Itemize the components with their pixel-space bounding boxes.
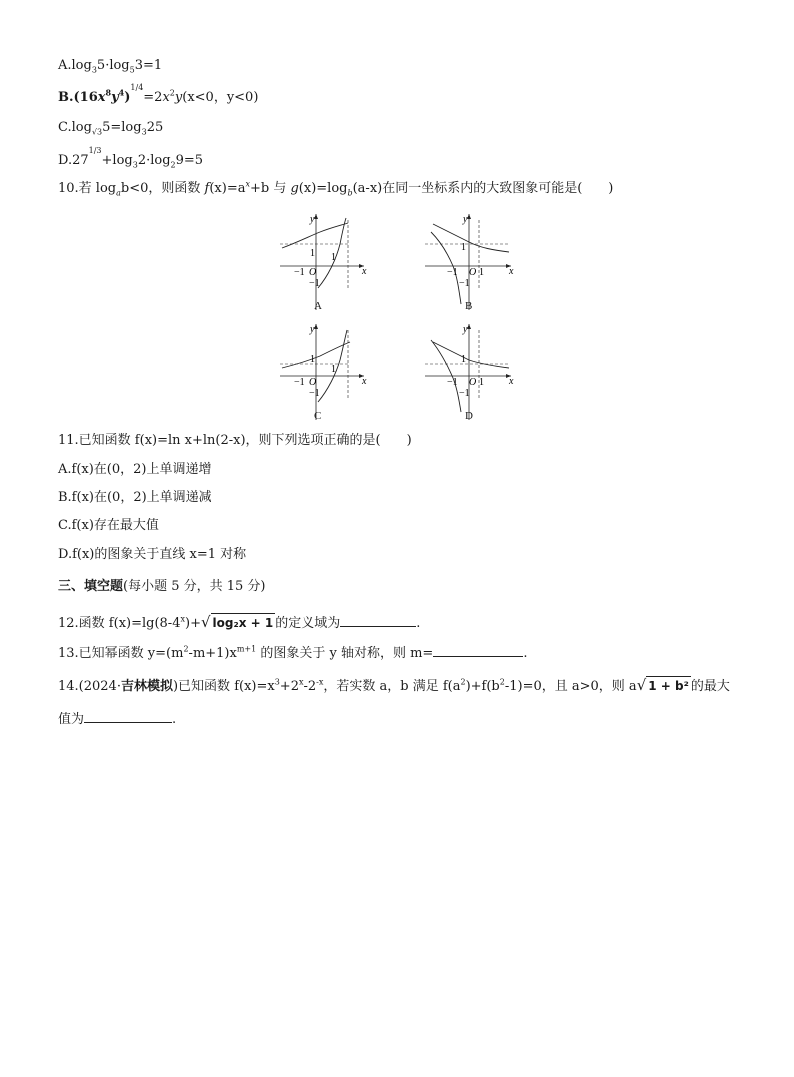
- tick-neg1: −1: [294, 267, 305, 278]
- q11-option-a: A.f(x)在(0，2)上单调递增: [58, 462, 212, 477]
- origin-label: O: [309, 377, 317, 388]
- q12: 12.函数 $f(x)=\lg(8-4^x)+√$ log₂x + 1 的定义域为 .: [58, 613, 421, 631]
- tick-neg1-y: −1: [309, 388, 320, 399]
- graph-c: [278, 320, 370, 428]
- q9-option-d: $D.27^{1/3}+\log_32\cdot\log_29=5$: [58, 145, 204, 170]
- tick-1-x: 1: [331, 252, 336, 263]
- section-heading: 三、填空题(每小题 5 分，共 15 分): [58, 579, 266, 594]
- q11-option-d: D.f(x)的图象关于直线 x=1 对称: [58, 547, 247, 562]
- q9-option-c: $C.\log_{√3}5=\log_325$: [58, 120, 164, 137]
- q12-answer-blank[interactable]: [340, 614, 416, 627]
- origin-label: O: [469, 267, 477, 278]
- tick-neg1-y: −1: [459, 388, 470, 399]
- axis-y-label: y: [463, 324, 468, 335]
- q14-line2: 值为 .: [58, 712, 177, 727]
- q14: 14.(2024·吉林模拟)已知函数 $f(x)=x^3+2^x-2^{-x}$，若实数 a，b 满足 $f(a^2)+f(b^2-1)=0$，且 a>0，则 a√ 1 + b² 的最大: [58, 676, 730, 694]
- q13: 13.已知幂函数 $y=(m^2-m+1)x^{m+1}$ 的图象关于 y 轴对称，则 m= .: [58, 644, 528, 661]
- axis-x-label: x: [509, 376, 514, 387]
- graph-a: [278, 210, 370, 318]
- graph-label-d: D: [465, 410, 473, 422]
- tick-1-x: 1: [479, 267, 484, 278]
- axis-x-label: x: [362, 266, 367, 277]
- graph-d: [423, 320, 515, 428]
- origin-label: O: [309, 267, 317, 278]
- tick-1-y: 1: [461, 354, 466, 365]
- q13-answer-blank[interactable]: [433, 644, 523, 657]
- tick-neg1-y: −1: [459, 278, 470, 289]
- graph-label-a: A: [314, 300, 322, 312]
- graph-b: [423, 210, 515, 318]
- tick-1-x: 1: [479, 377, 484, 388]
- origin-label: O: [469, 377, 477, 388]
- q10-stem: 10.若 $\log_ab<0$，则函数 $f(x)=a^x+b$ 与 $g(x)=\log_b(a-x)$在同一坐标系内的大致图象可能是( ): [58, 179, 614, 198]
- tick-1-x: 1: [331, 364, 336, 375]
- axis-x-label: x: [362, 376, 367, 387]
- axis-x-label: x: [509, 266, 514, 277]
- tick-1-y: 1: [461, 242, 466, 253]
- q11-option-c: C.f(x)存在最大值: [58, 518, 159, 533]
- q11-option-b: B.f(x)在(0，2)上单调递减: [58, 490, 212, 505]
- tick-1-y: 1: [310, 248, 315, 259]
- q9-option-b: $B.(16x^8y^4)^{1/4}=2x^2y(x<0$，y<0): [58, 82, 259, 105]
- tick-neg1: −1: [294, 377, 305, 388]
- q9-option-a: $A.\log_35\cdot\log_53=1$: [58, 58, 163, 75]
- tick-1-y: 1: [310, 354, 315, 365]
- axis-y-label: y: [463, 214, 468, 225]
- q11-stem: 11.已知函数 f(x)=ln x+ln(2-x)，则下列选项正确的是( ): [58, 433, 412, 448]
- q14-answer-blank[interactable]: [84, 710, 172, 723]
- tick-neg1-y: −1: [309, 278, 320, 289]
- axis-y-label: y: [310, 324, 315, 335]
- tick-neg1: −1: [447, 267, 458, 278]
- graph-label-b: B: [465, 300, 473, 312]
- tick-neg1: −1: [447, 377, 458, 388]
- axis-y-label: y: [310, 214, 315, 225]
- graph-label-c: C: [314, 410, 322, 422]
